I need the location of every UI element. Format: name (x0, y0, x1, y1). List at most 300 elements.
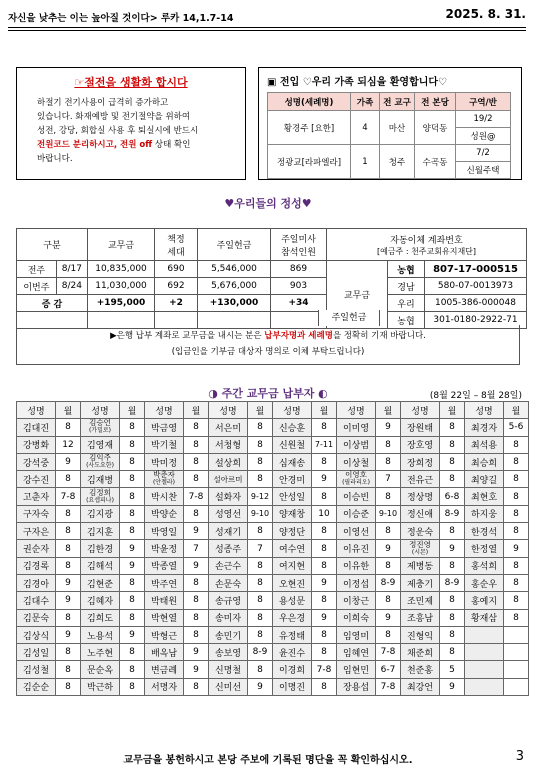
notice-text: 상태 확인 (152, 140, 191, 150)
payer-name: 이유한 (337, 557, 376, 574)
notice-line: 하절기 전기사용이 급격히 증가하고 (37, 98, 169, 108)
payer-month: 7-8 (312, 661, 337, 678)
payer-month: 9 (312, 471, 337, 488)
payer-name: 최강언 (401, 678, 440, 695)
payer-month: 8 (56, 644, 81, 661)
payer-month: 8 (440, 523, 465, 540)
payer-month: 7-8 (376, 678, 401, 695)
column-header: 전 본당 (415, 93, 456, 111)
payer-month: 9 (312, 574, 337, 591)
table-row (17, 574, 529, 591)
header-text: 자동이체 계좌번호 (390, 235, 463, 246)
payer-month: 8 (248, 523, 273, 540)
payer-month: 8 (504, 436, 529, 453)
payer-name: 이미영 (337, 419, 376, 436)
payer-month: 8 (504, 453, 529, 470)
payer-name: 김문숙 (17, 609, 56, 626)
payer-month: 8 (120, 644, 145, 661)
column-header (155, 229, 198, 261)
bank-name: 농협 (388, 312, 425, 329)
payer-month: 9 (56, 574, 81, 591)
payer-month: 8 (248, 436, 273, 453)
table-row (17, 626, 529, 643)
payer-month: 9 (56, 453, 81, 470)
payer-month (504, 678, 529, 695)
power-saving-notice (16, 67, 246, 180)
payer-month: 8 (120, 505, 145, 522)
payer-month: 7-8 (376, 644, 401, 661)
payer-name: 한정열 (465, 540, 504, 557)
column-header: 성명 (337, 402, 376, 419)
column-header: 구역/반 (456, 93, 511, 111)
payer-month: 8 (376, 592, 401, 609)
table-row (17, 471, 529, 488)
payer-month: 8 (440, 609, 465, 626)
column-header: 성명 (465, 402, 504, 419)
payer-name: 강병화 (17, 436, 56, 453)
payer-month: 8 (312, 678, 337, 695)
payer-month: 8 (312, 419, 337, 436)
payer-month: 8 (248, 471, 273, 488)
payer-month: 9-10 (376, 505, 401, 522)
page-header (8, 6, 526, 26)
payer-month: 8 (120, 592, 145, 609)
column-header: 월 (440, 402, 465, 419)
table-row (17, 557, 529, 574)
payer-month: 12 (56, 436, 81, 453)
payer-name: 김한경 (81, 540, 120, 557)
payer-name: 김대수 (17, 592, 56, 609)
notice-line (37, 138, 237, 152)
table-row (17, 488, 529, 505)
column-header: 전 교구 (380, 93, 415, 111)
cell: 690 (155, 261, 198, 278)
table-row (17, 609, 529, 626)
payer-name: 정진영 (시몬) (401, 540, 440, 557)
payer-name: 조흥남 (401, 609, 440, 626)
table-row (268, 111, 511, 128)
transfer-in-table (267, 92, 511, 179)
header-text: [예금주 : 천주교회유지재단] (376, 246, 477, 256)
sunday-account-label: 주일헌금 (318, 310, 380, 326)
payer-month: 8 (184, 419, 209, 436)
cell: 양덕동 (415, 111, 456, 145)
payer-name: 노주현 (81, 644, 120, 661)
payer-name: 박현열 (145, 609, 184, 626)
offering-section-title: ♥우리들의 정성♥ (224, 197, 312, 210)
payer-name (465, 626, 504, 643)
cell: 황경주 [요한] (268, 111, 351, 145)
payer-name: 김해석 (81, 557, 120, 574)
payer-month: 8 (120, 453, 145, 470)
payer-name: 김경아 (17, 574, 56, 591)
table-row (17, 592, 529, 609)
payer-name: 변금례 (145, 661, 184, 678)
bulletin-date: 2025. 8. 31. (445, 7, 526, 21)
table-row (17, 436, 529, 453)
payer-month (504, 626, 529, 643)
payer-month: 9 (184, 557, 209, 574)
payer-month: 8 (312, 523, 337, 540)
payer-month: 8 (504, 609, 529, 626)
payer-name: 장원태 (401, 419, 440, 436)
payer-month: 7 (376, 471, 401, 488)
notice-line: 있습니다. 화재예방 및 전기절약을 위하여 (37, 112, 191, 122)
column-header: 성명 (401, 402, 440, 419)
payer-name: 하지웅 (465, 505, 504, 522)
table-row (268, 145, 511, 162)
payer-name: 박윤정 (145, 540, 184, 557)
payer-name: 이유진 (337, 540, 376, 557)
payer-name: 여수연 (273, 540, 312, 557)
cell: +130,000 (198, 295, 271, 312)
payer-name: 진형익 (401, 626, 440, 643)
cell: 정광교[라파엘라] (268, 145, 351, 179)
payer-name: 임현민 (337, 661, 376, 678)
payer-name: 구자숙 (17, 505, 56, 522)
payer-name: 제병동 (401, 557, 440, 574)
payer-name: 김희도 (81, 609, 120, 626)
cell: 869 (271, 261, 327, 278)
cell: 8/24 (56, 278, 87, 295)
payer-name: 정운숙 (401, 523, 440, 540)
payer-month: 6-8 (440, 488, 465, 505)
payer-month: 8 (56, 523, 81, 540)
payer-name: 장희정 (401, 453, 440, 470)
payer-name: 노용석 (81, 626, 120, 643)
payer-month: 10 (312, 505, 337, 522)
payer-month: 9 (440, 678, 465, 695)
cell: 19/2 (456, 111, 511, 128)
payer-month: 8 (120, 574, 145, 591)
transfer-in-title: ▣ 전입 ♡우리 가족 되심을 환영합니다♡ (267, 77, 448, 88)
header-text: 세대 (167, 247, 185, 258)
payer-month: 9 (376, 540, 401, 557)
column-header: 성명(세례명) (268, 93, 351, 111)
column-header: 주일헌금 (198, 229, 271, 261)
payer-month: 9 (376, 609, 401, 626)
column-header: 월 (312, 402, 337, 419)
payers-date-range: (8월 22일 – 8월 28일) (429, 391, 522, 401)
cell: 10,835,000 (88, 261, 155, 278)
payer-month: 8 (248, 419, 273, 436)
bank-name: 우리 (388, 295, 425, 312)
payer-name: 김성일 (17, 644, 56, 661)
payer-name: 김정희 (요셉피나) (81, 488, 120, 505)
payer-month: 8 (184, 592, 209, 609)
payer-name: 신미선 (209, 678, 248, 695)
cell: 마산 (380, 111, 415, 145)
payer-name: 김영재 (81, 436, 120, 453)
payer-name: 최석용 (465, 436, 504, 453)
payer-name: 박금영 (145, 419, 184, 436)
footer-note: 교무금을 봉헌하시고 본당 주보에 기록된 명단을 꼭 확인하십시오. (123, 755, 413, 766)
payer-month: 8 (376, 436, 401, 453)
payer-name: 한경석 (465, 523, 504, 540)
payer-name: 전유근 (401, 471, 440, 488)
note-highlight: 납부자명과 세례명 (264, 331, 333, 341)
payer-name: 강수진 (17, 471, 56, 488)
payer-name (465, 678, 504, 695)
cell: 1 (351, 145, 380, 179)
payer-month: 9 (440, 540, 465, 557)
payer-month: 8 (56, 505, 81, 522)
payer-name: 안경미 (273, 471, 312, 488)
cell: 4 (351, 111, 380, 145)
payer-name: 최경자 (465, 419, 504, 436)
payer-month: 8 (248, 592, 273, 609)
payer-name (465, 661, 504, 678)
payer-name: 유정태 (273, 626, 312, 643)
payer-name: 김순순 (17, 678, 56, 695)
payer-name: 박양순 (145, 505, 184, 522)
payer-name: 신원철 (273, 436, 312, 453)
payer-month: 9 (56, 626, 81, 643)
payer-month: 7 (184, 540, 209, 557)
payer-name: 배옥남 (145, 644, 184, 661)
payer-name: 장용섭 (337, 678, 376, 695)
payer-month: 8-9 (376, 574, 401, 591)
column-header: 구분 (17, 229, 88, 261)
payer-month: 9 (184, 644, 209, 661)
column-header: 성명 (17, 402, 56, 419)
payer-month: 8 (120, 471, 145, 488)
payer-month: 8 (440, 626, 465, 643)
cell: 7/2 (456, 145, 511, 162)
payer-name: 여지현 (273, 557, 312, 574)
payer-name: 설상희 (209, 453, 248, 470)
payer-month: 7-11 (312, 436, 337, 453)
payer-name: 이승빈 (337, 488, 376, 505)
payer-name: 구자은 (17, 523, 56, 540)
payer-name: 정상명 (401, 488, 440, 505)
payer-name: 이명진 (273, 678, 312, 695)
cell: 이번주 (17, 278, 57, 295)
payer-month: 8 (504, 471, 529, 488)
payer-name: 황재삼 (465, 609, 504, 626)
payer-month: 8 (184, 436, 209, 453)
payer-name: 이경희 (273, 661, 312, 678)
notice-body (17, 90, 245, 166)
payer-month: 8 (56, 678, 81, 695)
cell: 5,546,000 (198, 261, 271, 278)
column-header: 교무금 (88, 229, 155, 261)
payer-month: 8 (120, 488, 145, 505)
payer-name: 송규영 (209, 592, 248, 609)
payer-name: 김대진 (17, 419, 56, 436)
payer-month: 8 (440, 453, 465, 470)
payer-name: 김지광 (81, 505, 120, 522)
column-header: 성명 (145, 402, 184, 419)
payer-name: 최현호 (465, 488, 504, 505)
payer-name: 손근수 (209, 557, 248, 574)
payer-name: 김성철 (17, 661, 56, 678)
notice-line: 성전, 강당, 회합실 사용 후 퇴실시에 반드시 (37, 126, 199, 136)
payer-month: 8-9 (440, 574, 465, 591)
payer-month: 6-7 (376, 661, 401, 678)
column-header: 월 (56, 402, 81, 419)
payer-month: 8 (248, 626, 273, 643)
gospel-verse: 자신을 낮추는 이는 높아질 것이다> 루카 14,1.7-14 (8, 13, 234, 24)
payers-section-title: ◑ 주간 교무금 납부자 ◐ (208, 387, 328, 400)
payer-name: 안성일 (273, 488, 312, 505)
payer-name: 박형근 (145, 626, 184, 643)
payer-month: 8 (440, 592, 465, 609)
payer-name: 김현준 (81, 574, 120, 591)
cell: 903 (271, 278, 327, 295)
payer-month: 8 (56, 609, 81, 626)
payer-name: 윤진수 (273, 644, 312, 661)
payer-name: 서청형 (209, 436, 248, 453)
cell: 11,030,000 (88, 278, 155, 295)
payer-name: 천준홍 (401, 661, 440, 678)
payer-name: 홍순우 (465, 574, 504, 591)
cell: 청주 (380, 145, 415, 179)
payer-month: 8 (312, 557, 337, 574)
cell: 5,676,000 (198, 278, 271, 295)
payer-name: 설화자 (209, 488, 248, 505)
column-header: 월 (376, 402, 401, 419)
table-row (17, 419, 529, 436)
payer-name: 설아르미 (209, 471, 248, 488)
payer-month: 8 (440, 644, 465, 661)
payer-name: 박미정 (145, 453, 184, 470)
payer-name (465, 644, 504, 661)
column-header: 월 (184, 402, 209, 419)
table-row (17, 678, 529, 695)
payer-month: 7-8 (184, 488, 209, 505)
payer-month: 8 (120, 678, 145, 695)
payer-name: 최양길 (465, 471, 504, 488)
payer-month: 9-12 (248, 488, 273, 505)
payer-month: 8 (504, 523, 529, 540)
payer-month: 8 (248, 557, 273, 574)
payer-month: 8 (312, 626, 337, 643)
column-header: 성명 (273, 402, 312, 419)
cell: +34 (271, 295, 327, 312)
payer-name: 홍석희 (465, 557, 504, 574)
cell: 증 감 (17, 295, 88, 312)
page-number: 3 (515, 749, 524, 764)
payer-name: 이희숙 (337, 609, 376, 626)
payer-name: 서명자 (145, 678, 184, 695)
payer-name: 임영미 (337, 626, 376, 643)
payer-name: 송미자 (209, 609, 248, 626)
payer-month (504, 661, 529, 678)
account-number: 301-0180-2922-71 (425, 312, 527, 329)
payer-month: 5-6 (504, 419, 529, 436)
column-header (271, 229, 327, 261)
cell: 692 (155, 278, 198, 295)
table-row (17, 453, 529, 470)
payer-month: 8 (120, 523, 145, 540)
payer-month: 8 (504, 488, 529, 505)
payer-name: 홍예지 (465, 592, 504, 609)
payer-month: 8 (56, 557, 81, 574)
payer-name: 박춘자 (안젤라) (145, 471, 184, 488)
payer-month: 8 (120, 436, 145, 453)
table-row (17, 505, 529, 522)
payer-month: 8 (504, 505, 529, 522)
payer-month: 8 (184, 471, 209, 488)
payer-name: 성종주 (209, 540, 248, 557)
payer-name: 장호영 (401, 436, 440, 453)
column-header: 성명 (81, 402, 120, 419)
payer-month: 9 (376, 419, 401, 436)
payer-name: 신명철 (209, 661, 248, 678)
bank-name: 농협 (388, 261, 425, 278)
payer-name: 박영일 (145, 523, 184, 540)
header-text: 참석인원 (281, 247, 316, 258)
cell: 전주 (17, 261, 57, 278)
payer-month: 8 (184, 505, 209, 522)
payer-name: 김상식 (17, 626, 56, 643)
payer-month: 8 (56, 419, 81, 436)
payer-name: 김익주 (사도요한) (81, 453, 120, 470)
payer-month: 9-10 (248, 505, 273, 522)
payer-month (504, 644, 529, 661)
payer-month: 8 (184, 678, 209, 695)
payer-name: 우은경 (273, 609, 312, 626)
bank-name: 경남 (388, 278, 425, 295)
payer-name: 임혜연 (337, 644, 376, 661)
payer-month: 8 (312, 488, 337, 505)
payer-month: 8 (184, 626, 209, 643)
offering-table (16, 228, 527, 329)
payer-month: 8 (312, 453, 337, 470)
note-text: ▶은행 납부 계좌로 교무금을 내시는 분은 (110, 331, 265, 341)
payer-name: 권순자 (17, 540, 56, 557)
payer-name: 김경록 (17, 557, 56, 574)
payer-name: 고춘자 (17, 488, 56, 505)
cell: 수곡동 (415, 145, 456, 179)
payer-name: 김혜자 (81, 592, 120, 609)
transfer-in-box (258, 67, 522, 180)
header-divider (8, 27, 526, 28)
payer-name: 최승희 (465, 453, 504, 470)
payer-month: 8 (440, 436, 465, 453)
payer-month: 8 (312, 540, 337, 557)
cell: 교무금 (327, 261, 388, 329)
payer-month: 8 (184, 453, 209, 470)
payer-name: 송민기 (209, 626, 248, 643)
notice-line: 바랍니다. (37, 154, 73, 164)
payer-month: 9 (56, 592, 81, 609)
payer-month: 9 (120, 626, 145, 643)
payer-month: 8 (504, 574, 529, 591)
payer-name: 박근하 (81, 678, 120, 695)
payer-month: 7 (248, 540, 273, 557)
payer-name: 이상철 (337, 453, 376, 470)
payer-name: 양재창 (273, 505, 312, 522)
payer-name: 박태원 (145, 592, 184, 609)
note-text: 을 정확히 기재 바랍니다. (332, 331, 426, 341)
payer-month: 8-9 (440, 505, 465, 522)
payer-month: 8 (504, 592, 529, 609)
payer-name: 성영선 (209, 505, 248, 522)
cell: +2 (155, 295, 198, 312)
payer-month: 8 (248, 609, 273, 626)
payer-name: 이상범 (337, 436, 376, 453)
payer-name: 박종열 (145, 557, 184, 574)
cell: +195,000 (88, 295, 155, 312)
payer-month: 8 (248, 453, 273, 470)
notice-title: ☞절전을 생활화 합시다 (74, 76, 188, 89)
column-header: 월 (120, 402, 145, 419)
payer-month: 8 (248, 574, 273, 591)
payer-month: 8 (312, 592, 337, 609)
payer-month: 9 (184, 661, 209, 678)
